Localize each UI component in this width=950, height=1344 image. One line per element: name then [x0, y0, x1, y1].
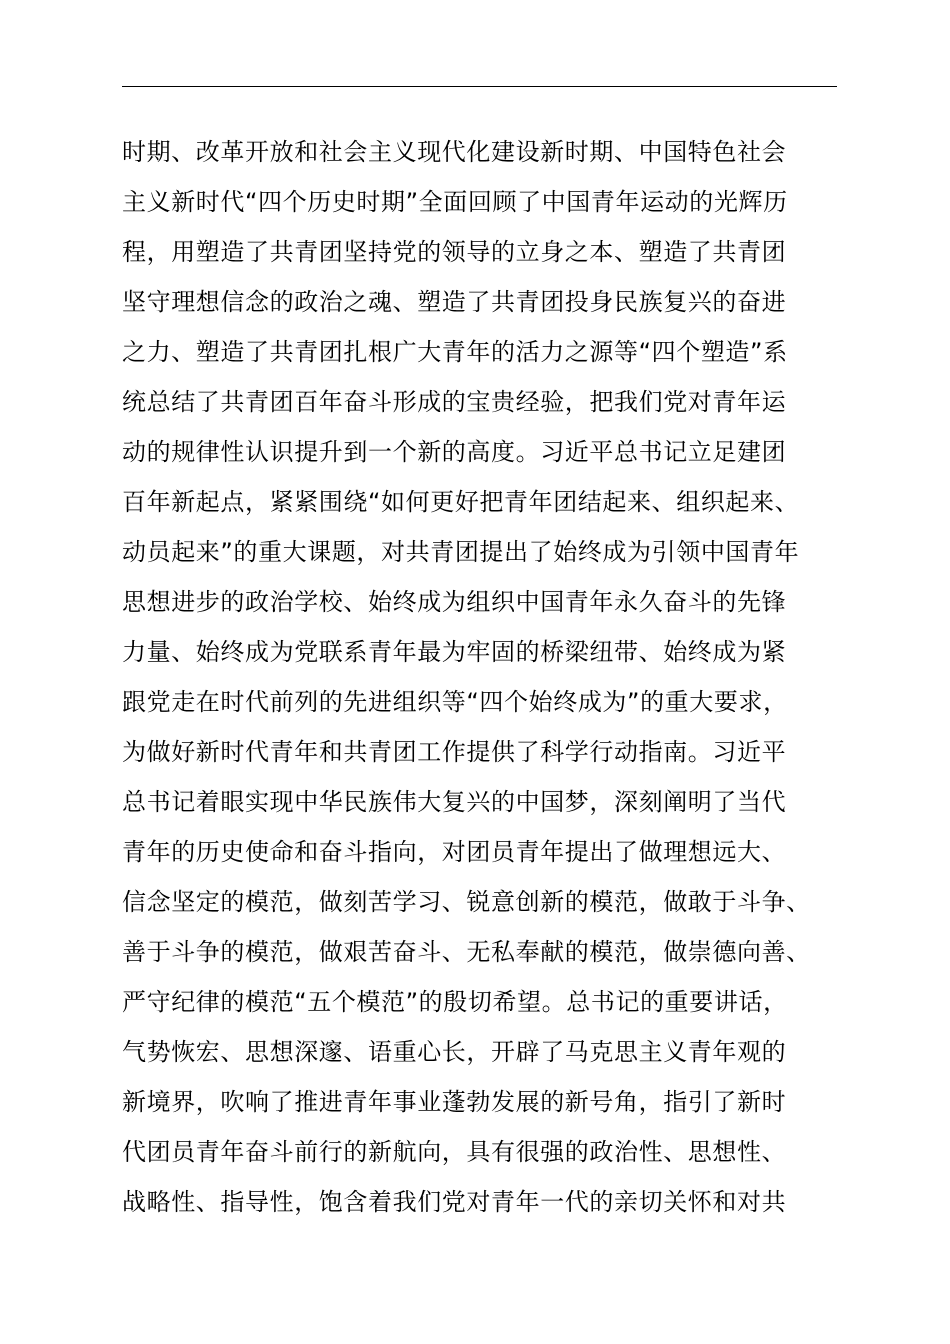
body-paragraph	[122, 127, 882, 1227]
text-line: 百年新起点，紧紧围绕“如何更好把青年团结起来、组织起来、	[122, 488, 800, 516]
text-line: 主义新时代“四个历史时期”全面回顾了中国青年运动的光辉历	[122, 188, 788, 216]
header-divider	[122, 86, 837, 87]
text-line: 跟党走在时代前列的先进组织等“四个始终成为”的重大要求，	[122, 688, 788, 716]
text-line: 严守纪律的模范“五个模范”的殷切希望。总书记的重要讲话，	[122, 988, 788, 1016]
text-line: 时期、改革开放和社会主义现代化建设新时期、中国特色社会	[122, 138, 787, 166]
text-line: 坚守理想信念的政治之魂、塑造了共青团投身民族复兴的奋进	[122, 288, 787, 316]
text-line: 代团员青年奋斗前行的新航向，具有很强的政治性、思想性、	[122, 1138, 787, 1166]
text-line: 思想进步的政治学校、始终成为组织中国青年永久奋斗的先锋	[122, 588, 787, 616]
text-line: 气势恢宏、思想深邃、语重心长，开辟了马克思主义青年观的	[122, 1038, 787, 1066]
text-line: 为做好新时代青年和共青团工作提供了科学行动指南。习近平	[122, 738, 787, 766]
text-line: 动的规律性认识提升到一个新的高度。习近平总书记立足建团	[122, 438, 787, 466]
text-line: 程，用塑造了共青团坚持党的领导的立身之本、塑造了共青团	[122, 238, 787, 266]
text-line: 总书记着眼实现中华民族伟大复兴的中国梦，深刻阐明了当代	[122, 788, 787, 816]
text-line: 信念坚定的模范，做刻苦学习、锐意创新的模范，做敢于斗争、	[122, 888, 811, 916]
text-line: 统总结了共青团百年奋斗形成的宝贵经验，把我们党对青年运	[122, 388, 787, 416]
text-line: 力量、始终成为党联系青年最为牢固的桥梁纽带、始终成为紧	[122, 638, 787, 666]
text-line: 新境界，吹响了推进青年事业蓬勃发展的新号角，指引了新时	[122, 1088, 787, 1116]
text-line: 动员起来”的重大课题，对共青团提出了始终成为引领中国青年	[122, 538, 800, 566]
text-line: 青年的历史使命和奋斗指向，对团员青年提出了做理想远大、	[122, 838, 787, 866]
text-line: 之力、塑造了共青团扎根广大青年的活力之源等“四个塑造”系	[122, 338, 788, 366]
text-line: 善于斗争的模范，做艰苦奋斗、无私奉献的模范，做崇德向善、	[122, 938, 811, 966]
text-line: 战略性、指导性，饱含着我们党对青年一代的亲切关怀和对共	[122, 1188, 787, 1216]
